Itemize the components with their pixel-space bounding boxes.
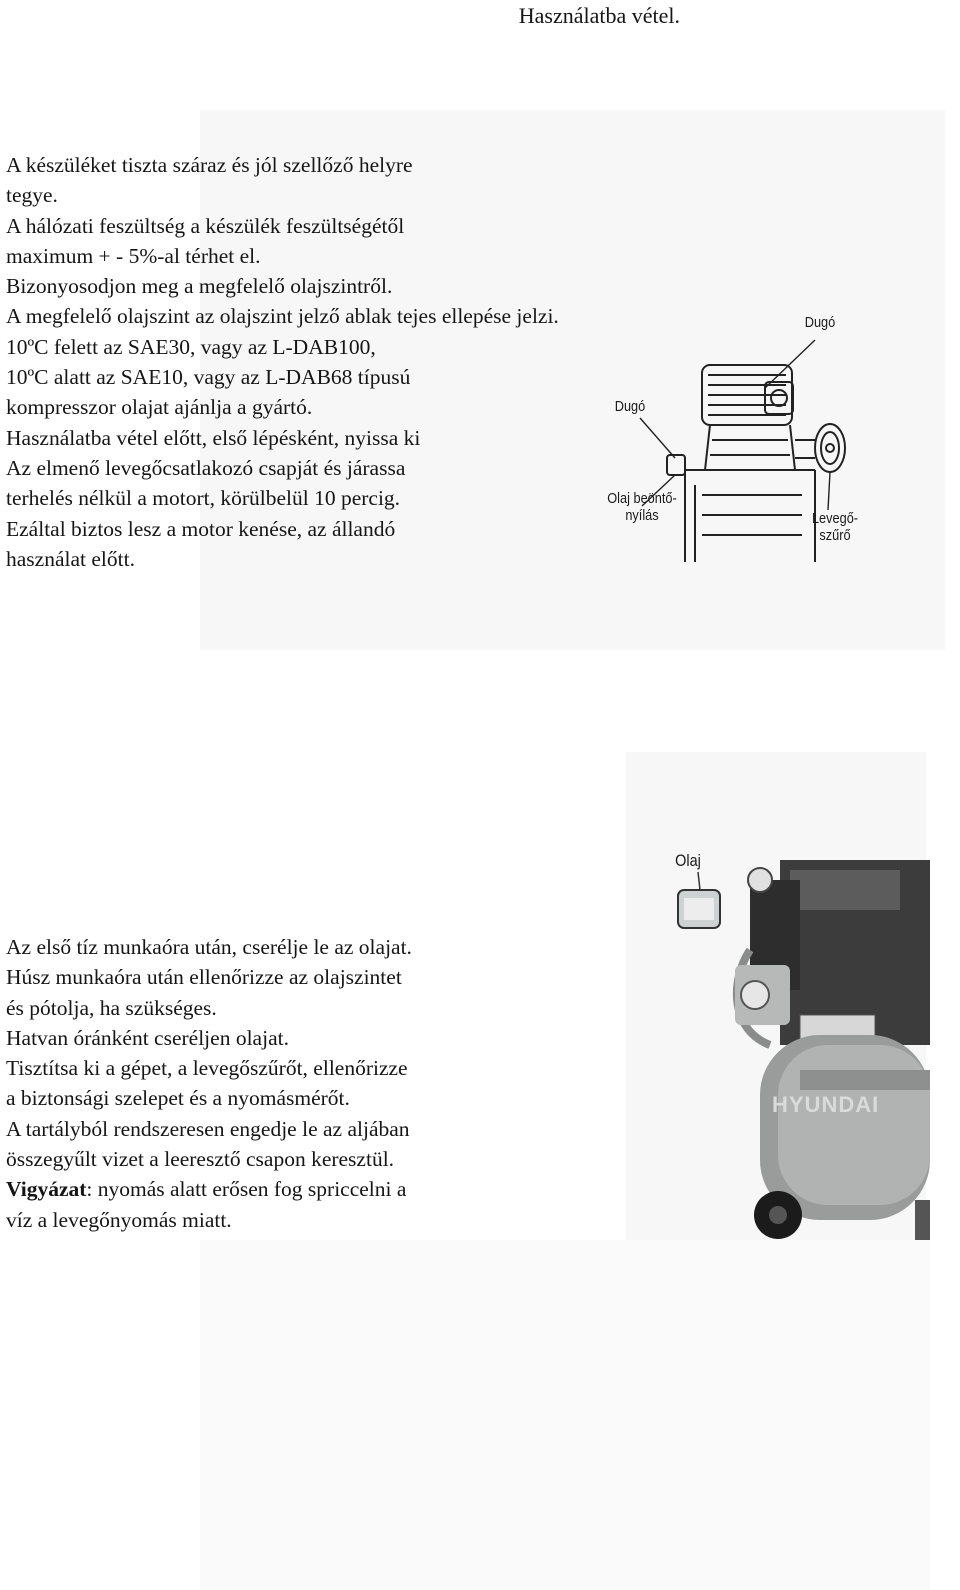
text-line: Az elmenő levegőcsatlakozó csapját és járassa	[6, 455, 406, 480]
label-olaj: Olaj	[675, 851, 701, 870]
text-line: víz a levegőnyomás miatt.	[6, 1207, 232, 1232]
label-levego-line2: szűrő	[819, 527, 851, 544]
warning-label: Vigyázat	[6, 1177, 87, 1202]
brand-label: HYUNDAI	[772, 1092, 880, 1117]
text-line: Az első tíz munkaóra után, cserélje le az olajat.	[6, 935, 412, 959]
label-olaj-line1: Olaj beöntő-	[607, 490, 677, 507]
warning-line	[6, 1174, 596, 1204]
background-panel-bottom	[200, 1240, 930, 1590]
label-dugo-left: Dugó	[614, 398, 646, 415]
text-line: Tisztítsa ki a gépet, a levegőszűrőt, ellenőrizze	[6, 1056, 408, 1081]
label-levego-szuro	[805, 510, 865, 544]
text-line: terhelés nélkül a motort, körülbelül 10 percig.	[6, 486, 401, 511]
text-line: Hatvan óránként cseréljen olajat.	[6, 1025, 289, 1050]
page-title: Használatba vétel.	[518, 3, 680, 28]
compressor-head-figure	[590, 300, 870, 570]
text-line: 10ºC alatt az SAE10, vagy az L-DAB68 típusú	[6, 365, 411, 390]
text-line: tegye.	[6, 183, 58, 208]
text-line: kompresszor olajat ajánlja a gyártó.	[6, 395, 313, 420]
label-dugo-top: Dugó	[804, 314, 836, 331]
compressor-photo-figure	[660, 840, 930, 1250]
text-line: Használatba vétel előtt, első lépésként, nyissa ki	[6, 425, 421, 450]
text-line: összegyűlt vizet a leeresztő csapon keresztül.	[6, 1147, 395, 1172]
instructions-block-1	[6, 150, 596, 574]
label-olaj-beonto	[600, 490, 685, 524]
text-line: A készüléket tiszta száraz és jól szellőző helyre	[6, 153, 413, 177]
text-line: A megfelelő olajszint az olajszint jelző ablak tejes ellepése jelzi.	[6, 304, 559, 329]
text-line: használat előtt.	[6, 546, 135, 571]
label-olaj-line2: nyílás	[625, 507, 659, 524]
text-line: A tartályból rendszeresen engedje le az aljában	[6, 1116, 410, 1141]
text-line: 10ºC felett az SAE30, vagy az L-DAB100,	[6, 334, 376, 359]
text-line: A hálózati feszültség a készülék feszültségétől	[6, 213, 405, 238]
text-line: Húsz munkaóra után ellenőrizze az olajszintet	[6, 965, 402, 990]
instructions-block-2	[6, 932, 596, 1235]
text-line: Bizonyosodjon meg a megfelelő olajszintről.	[6, 274, 393, 299]
warning-text: : nyomás alatt erősen fog spriccelni a	[86, 1177, 407, 1202]
text-line: maximum + - 5%-al térhet el.	[6, 243, 261, 268]
text-line: Ezáltal biztos lesz a motor kenése, az állandó	[6, 516, 396, 541]
label-levego-line1: Levegő-	[811, 510, 859, 527]
text-line: a biztonsági szelepet és a nyomásmérőt.	[6, 1086, 350, 1111]
text-line: és pótolja, ha szükséges.	[6, 995, 217, 1020]
compressor-photo-drawing	[660, 840, 930, 1250]
